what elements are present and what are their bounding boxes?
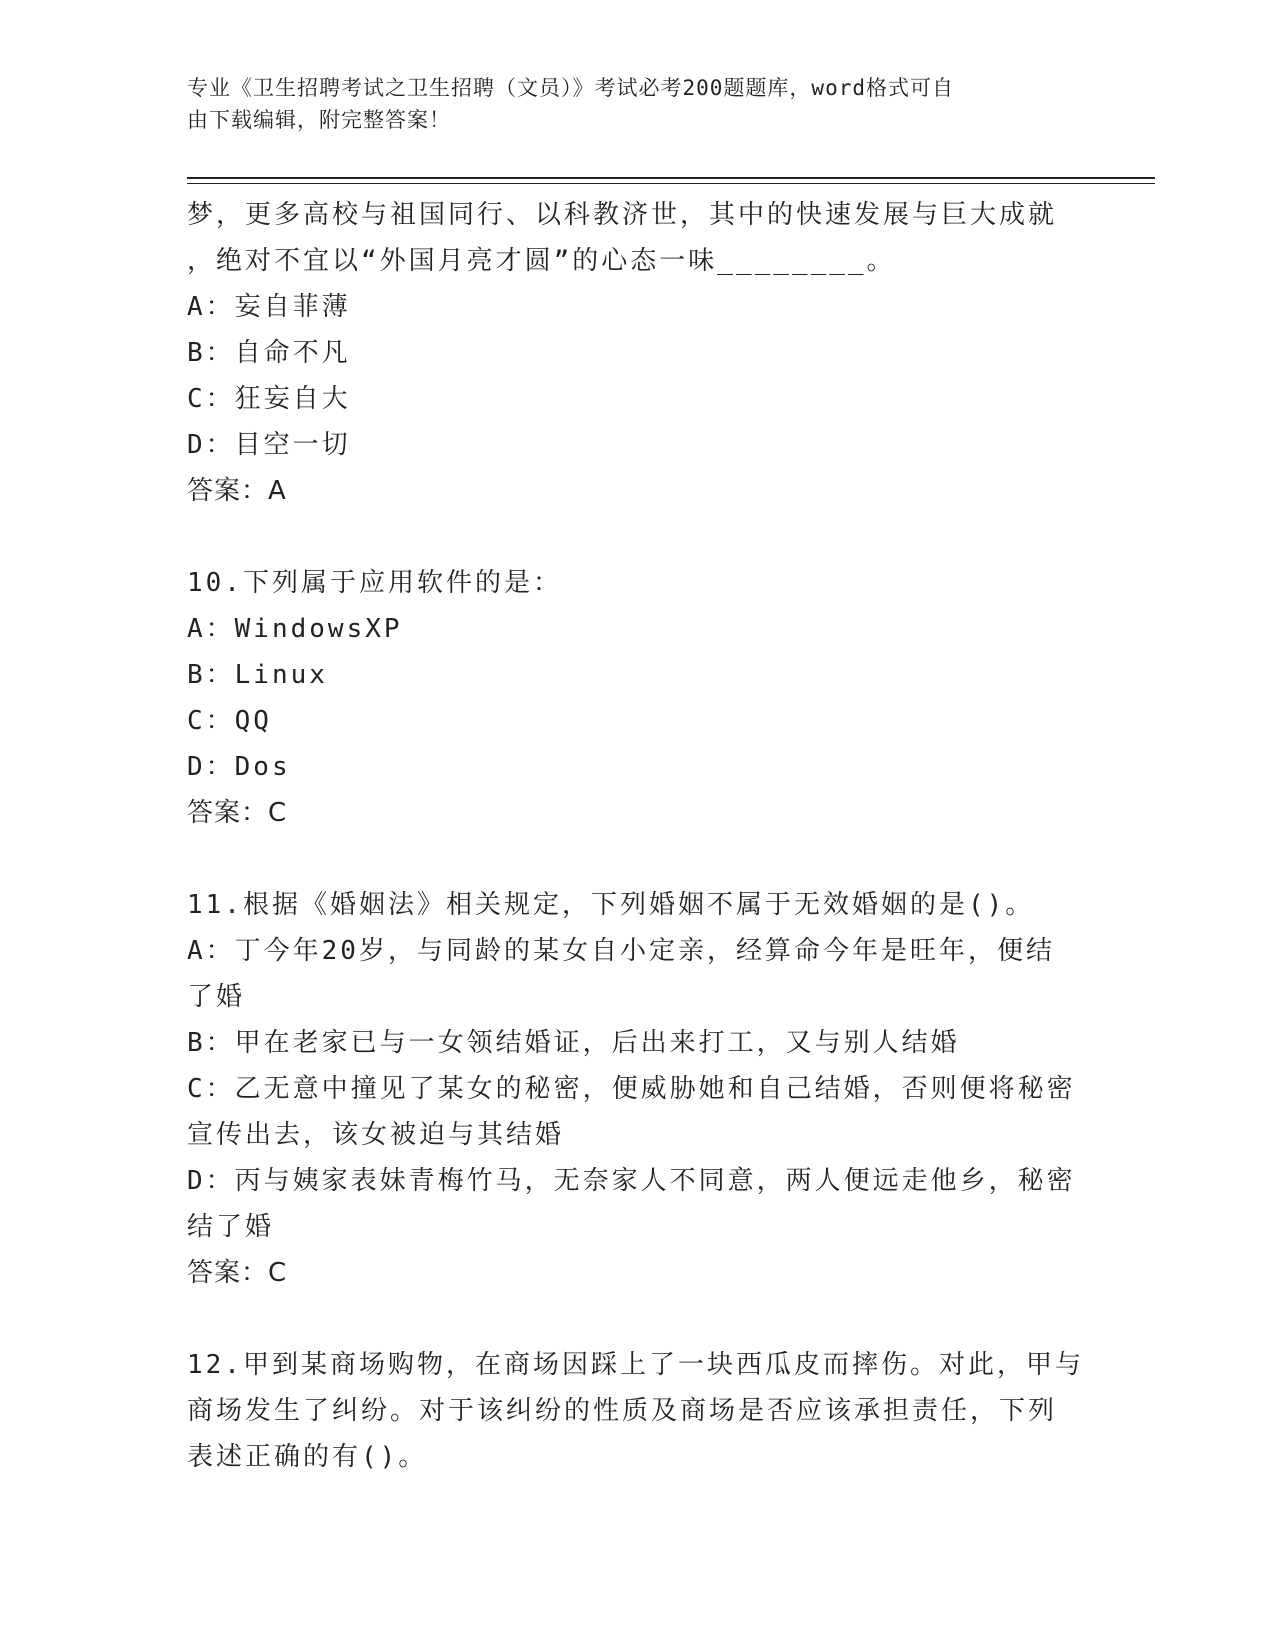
question-stem: 10.下列属于应用软件的是： [187,568,562,598]
option-a: A：妄自菲薄 [187,292,351,322]
header-line-2: 由下载编辑，附完整答案！ [187,108,451,132]
question-stem: 表述正确的有()。 [187,1442,428,1472]
question-stem: ，绝对不宜以“外国月亮才圆”的心态一味________。 [187,246,896,276]
page-header [187,72,1067,136]
option-d: D：目空一切 [187,430,351,460]
option-c-continued: 宣传出去，该女被迫与其结婚 [187,1120,565,1150]
answer: 答案：C [187,798,288,828]
option-a-continued: 了婚 [187,982,246,1012]
option-c: C：乙无意中撞见了某女的秘密，便威胁她和自己结婚，否则便将秘密 [187,1074,1076,1104]
question-stem: 商场发生了纠纷。对于该纠纷的性质及商场是否应该承担责任，下列 [187,1396,1058,1426]
question-9 [187,192,1067,514]
header-divider-thin [187,183,1155,184]
option-b: B：自命不凡 [187,338,351,368]
option-d: D：丙与姨家表妹青梅竹马，无奈家人不同意，两人便远走他乡，秘密 [187,1166,1076,1196]
answer: 答案：C [187,1258,288,1288]
document-body [187,192,1084,1480]
header-line-1: 专业《卫生招聘考试之卫生招聘（文员）》考试必考200题题库，word格式可自 [187,76,954,100]
question-stem: 梦，更多高校与祖国同行、以科教济世，其中的快速发展与巨大成就 [187,200,1058,230]
option-c: C：狂妄自大 [187,384,351,414]
option-c: C：QQ [187,706,272,736]
option-b: B：Linux [187,660,328,690]
option-b: B：甲在老家已与一女领结婚证，后出来打工，又与别人结婚 [187,1028,960,1058]
option-d-continued: 结了婚 [187,1212,275,1242]
header-divider-thick [187,177,1155,179]
question-11 [187,882,1076,1296]
option-d: D：Dos [187,752,291,782]
option-a: A：WindowsXP [187,614,403,644]
question-10 [187,560,1067,836]
question-12 [187,1342,1084,1480]
option-a: A：丁今年20岁，与同龄的某女自小定亲，经算命今年是旺年，便结 [187,936,1055,966]
question-stem: 12.甲到某商场购物，在商场因踩上了一块西瓜皮而摔伤。对此，甲与 [187,1350,1084,1380]
question-stem: 11.根据《婚姻法》相关规定，下列婚姻不属于无效婚姻的是()。 [187,890,1035,920]
answer: 答案：A [187,476,287,506]
